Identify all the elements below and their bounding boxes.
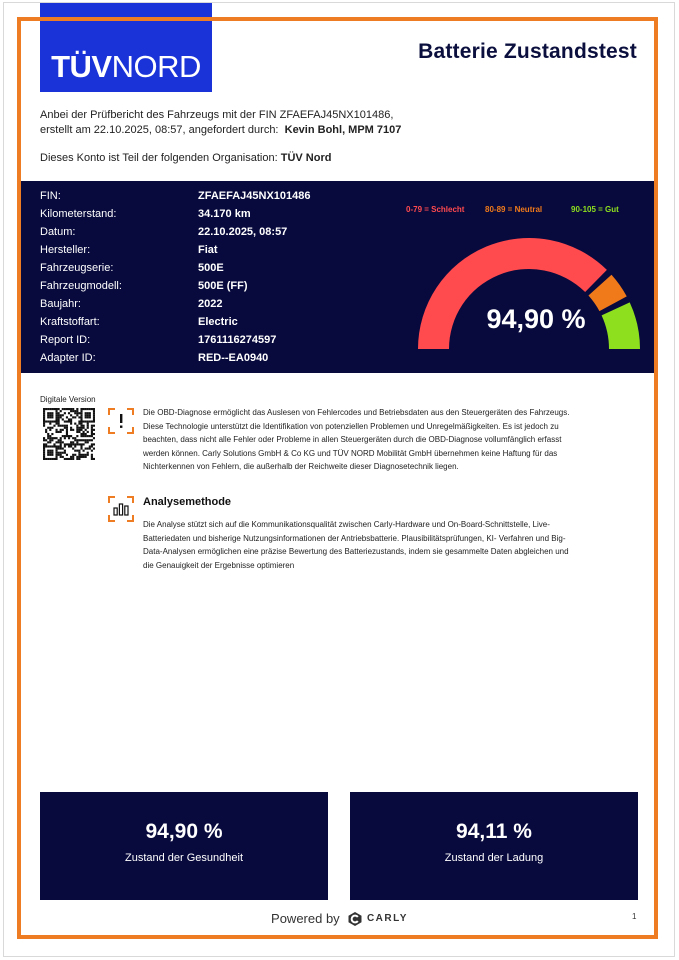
info-label: Hersteller:: [40, 244, 91, 256]
info-label: Fahrzeugserie:: [40, 262, 114, 274]
footer: [0, 910, 679, 927]
intro-line-2-prefix: erstellt am 22.10.2025, 08:57, angefordert durch:: [40, 124, 279, 136]
logo-text-nord: NORD: [111, 49, 201, 84]
analysis-method-text: [143, 518, 636, 572]
carly-logo-icon: [347, 911, 363, 927]
intro-text: [40, 108, 460, 138]
health-label: Zustand der Gesundheit: [124, 852, 244, 864]
powered-by-text: Powered by: [271, 911, 340, 927]
charge-value: 94,11 %: [456, 820, 532, 843]
org-name: TÜV Nord: [280, 152, 332, 164]
warning-icon: [108, 408, 134, 434]
intro-line-2: [40, 123, 460, 138]
disclaimer-line: Diese Technologie unterstützt die Identifikation von potenziellen Problemen und Unregelmäßigkeiten. Es ist jedoch zu: [143, 421, 559, 431]
charge-card: [350, 792, 638, 900]
info-label: Kilometerstand:: [40, 208, 117, 220]
health-value: 94,90 %: [145, 820, 223, 843]
method-line: Die Analyse stützt sich auf die Kommunikationsqualität zwischen Carly-Hardware und On-Board-Schnittstelle, Live-: [143, 520, 550, 529]
qr-code[interactable]: [43, 408, 95, 460]
disclaimer-line: Nichterkennen von Fehlern, die außerhalb der Reichweite dieser Diagnosetechnik liegen.: [143, 462, 459, 471]
info-value: Electric: [198, 316, 238, 328]
logo-text-tuv: TÜV: [51, 49, 112, 84]
org-prefix: Dieses Konto ist Teil der folgenden Organisation:: [40, 152, 278, 164]
digital-version-label: Digitale Version: [40, 395, 96, 404]
info-value: 2022: [198, 298, 223, 310]
tuv-nord-logo: [40, 3, 212, 92]
info-value: 22.10.2025, 08:57: [198, 226, 288, 238]
legend-good: 90-105 = Gut: [571, 205, 619, 214]
info-label: Report ID:: [40, 334, 91, 346]
info-value: RED--EA0940: [198, 352, 269, 364]
info-value: Fiat: [198, 244, 218, 256]
page-number: 1: [632, 912, 637, 921]
legend-neutral: 80-89 = Neutral: [485, 205, 543, 214]
organization-line: [40, 152, 331, 164]
obd-disclaimer: [143, 406, 636, 474]
info-value: ZFAEFAJ45NX101486: [198, 190, 311, 202]
info-value: 34.170 km: [198, 208, 251, 220]
disclaimer-line: Die OBD-Diagnose ermöglicht das Auslesen von Fehlercodes und Betriebsdaten aus den Steuergeräten des Fahrzeugs.: [143, 408, 570, 417]
legend-bad: 0-79 = Schlecht: [406, 205, 465, 214]
info-value: 1761116274597: [198, 334, 277, 346]
method-line: Batteriedaten und bisherige Nutzungsinformationen der Antriebsbatterie. Plausibilitätsprüfungen, KI- Verfahren und Big-: [143, 533, 566, 543]
info-label: FIN:: [40, 190, 61, 202]
disclaimer-line: werden können. Carly Solutions GmbH & Co KG und TÜV NORD Mobilität GmbH übernehmen keine Haftung für das: [143, 448, 558, 458]
requested-by: Kevin Bohl, MPM 7107: [284, 124, 402, 136]
info-value: 500E (FF): [198, 280, 248, 292]
gauge-value: 94,90 %: [486, 304, 586, 334]
analysis-method-title: Analysemethode: [143, 496, 232, 508]
bar-chart-icon: [108, 496, 134, 522]
info-label: Fahrzeugmodell:: [40, 280, 122, 292]
method-line: die Genauigkeit der Ergebnisse optimieren: [143, 560, 295, 570]
info-label: Datum:: [40, 226, 76, 238]
info-label: Adapter ID:: [40, 352, 96, 364]
carly-brand-text: CARLY: [366, 913, 408, 925]
charge-label: Zustand der Ladung: [444, 852, 544, 864]
health-card: [40, 792, 328, 900]
intro-line-1: Anbei der Prüfbericht des Fahrzeugs mit der FIN ZFAEFAJ45NX101486,: [40, 109, 394, 121]
info-value: 500E: [198, 262, 224, 274]
info-label: Kraftstoffart:: [40, 316, 100, 328]
method-line: Data-Analysen ermöglichen eine präzise Bewertung des Batteriezustands, indem sie gesammelte Daten abgleichen und: [143, 547, 569, 556]
info-label: Baujahr:: [40, 298, 81, 310]
vehicle-info-band: [21, 181, 654, 373]
disclaimer-line: beachten, dass nicht alle Fehler oder Probleme in allen Steuergeräten durch die OBD-Diagnose vollumfänglich erfasst: [143, 435, 562, 444]
document-title: Batterie Zustandstest: [418, 40, 637, 63]
